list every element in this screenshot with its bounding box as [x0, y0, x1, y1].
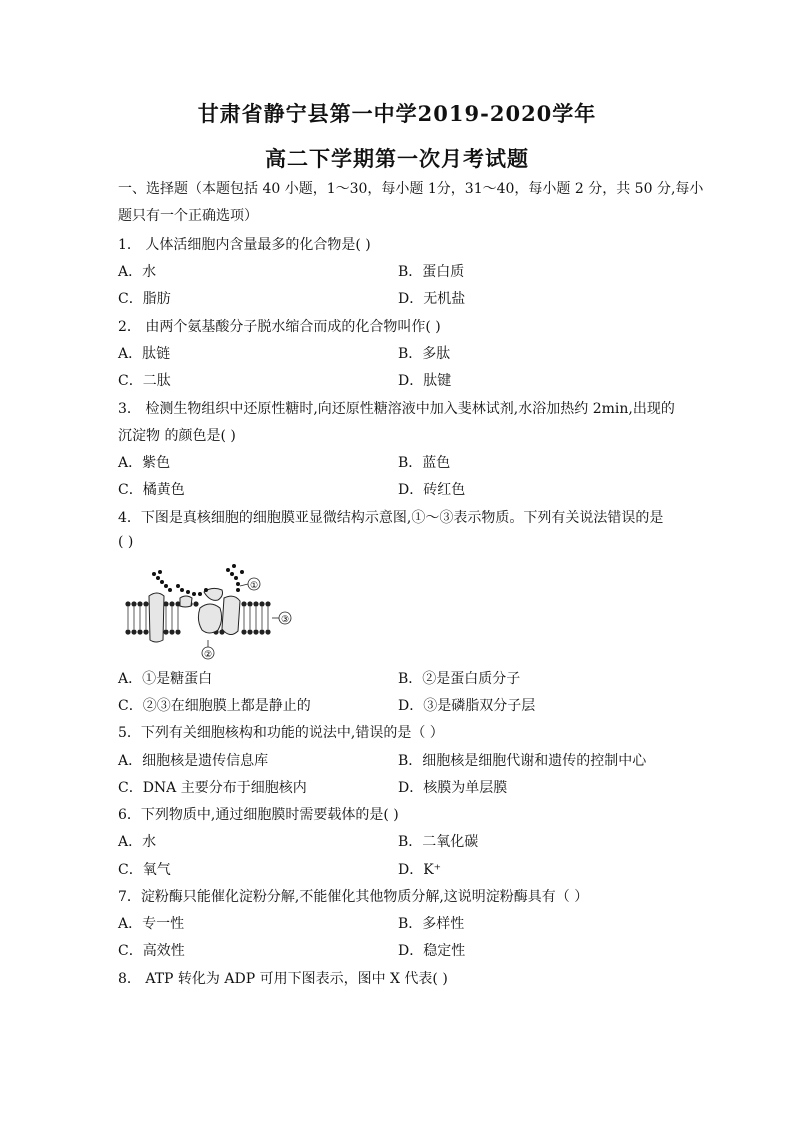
question-1-option-d: D．无机盐 — [398, 291, 466, 307]
question-4-option-b: B．②是蛋白质分子 — [398, 671, 521, 687]
phospholipid-heads-bottom — [125, 629, 270, 634]
question-3-option-a: A．紫色 — [118, 455, 171, 471]
question-3-option-b: B．蓝色 — [398, 455, 451, 471]
question-4-option-c: C．②③在细胞膜上都是静止的 — [118, 698, 311, 714]
question-6-option-b: B．二氧化碳 — [398, 834, 479, 850]
membrane-proteins — [149, 588, 240, 642]
question-3-option-c: C．橘黄色 — [118, 482, 185, 498]
question-4-stem-line1: 4．下图是真核细胞的细胞膜亚显微结构示意图,①～③表示物质。下列有关说法错误的是 — [118, 510, 664, 526]
question-5-option-c: C．DNA 主要分布于细胞核内 — [118, 780, 307, 796]
question-4-option-a: A．①是糖蛋白 — [118, 671, 213, 687]
phospholipid-heads-top — [125, 601, 270, 606]
glycoprotein-chains — [152, 564, 244, 596]
question-7-option-c: C．高效性 — [118, 943, 185, 959]
figure-label-3: ③ — [280, 615, 290, 625]
question-6-option-a: A．水 — [118, 834, 157, 850]
question-3-option-d: D．砖红色 — [398, 482, 466, 498]
exam-subtitle: 高二下学期第一次月考试题 — [265, 146, 529, 171]
section-instructions-line2: 题只有一个正确选项） — [118, 208, 258, 224]
question-2-option-c: C．二肽 — [118, 373, 171, 389]
question-8-stem: 8． ATP 转化为 ADP 可用下图表示，图中 X 代表( ) — [118, 971, 448, 987]
question-5-option-b: B．细胞核是细胞代谢和遗传的控制中心 — [398, 753, 647, 769]
section-instructions-line1: 一、选择题（本题包括 40 小题，1～30，每小题 1分，31～40，每小题 2 分，共 50 分,每小 — [118, 181, 704, 197]
question-5-option-d: D．核膜为单层膜 — [398, 780, 508, 796]
question-7-option-a: A．专一性 — [118, 916, 185, 932]
question-1-stem: 1． 人体活细胞内含量最多的化合物是( ) — [118, 237, 371, 253]
cell-membrane-diagram — [120, 562, 292, 660]
question-7-stem: 7．淀粉酶只能催化淀粉分解,不能催化其他物质分解,这说明淀粉酶具有（ ） — [118, 889, 589, 905]
question-7-option-b: B．多样性 — [398, 916, 465, 932]
question-6-option-d: D．K⁺ — [398, 862, 442, 878]
question-1-option-c: C．脂肪 — [118, 291, 171, 307]
question-2-stem: 2． 由两个氨基酸分子脱水缩合而成的化合物叫作( ) — [118, 319, 441, 335]
question-4-option-d: D．③是磷脂双分子层 — [398, 698, 536, 714]
figure-label-1: ① — [249, 581, 259, 591]
question-4-stem-line2: ( ) — [118, 534, 134, 550]
question-1-option-b: B．蛋白质 — [398, 264, 465, 280]
question-5-stem: 5．下列有关细胞核构和功能的说法中,错误的是（ ） — [118, 725, 444, 741]
question-7-option-d: D．稳定性 — [398, 943, 466, 959]
question-2-option-a: A．肽链 — [118, 346, 171, 362]
question-5-option-a: A．细胞核是遗传信息库 — [118, 753, 269, 769]
question-1-option-a: A．水 — [118, 264, 157, 280]
question-6-stem: 6．下列物质中,通过细胞膜时需要载体的是( ) — [118, 807, 399, 823]
question-6-option-c: C．氧气 — [118, 862, 171, 878]
question-2-option-b: B．多肽 — [398, 346, 451, 362]
figure-label-2: ② — [203, 650, 213, 660]
question-3-stem-line1: 3． 检测生物组织中还原性糖时,向还原性糖溶液中加入斐林试剂,水浴加热约 2min,出现的 — [118, 401, 675, 417]
question-3-stem-line2: 沉淀物 的颜色是( ) — [118, 428, 236, 444]
exam-title: 甘肃省静宁县第一中学2019-2020学年 — [197, 101, 597, 126]
question-2-option-d: D．肽键 — [398, 373, 452, 389]
